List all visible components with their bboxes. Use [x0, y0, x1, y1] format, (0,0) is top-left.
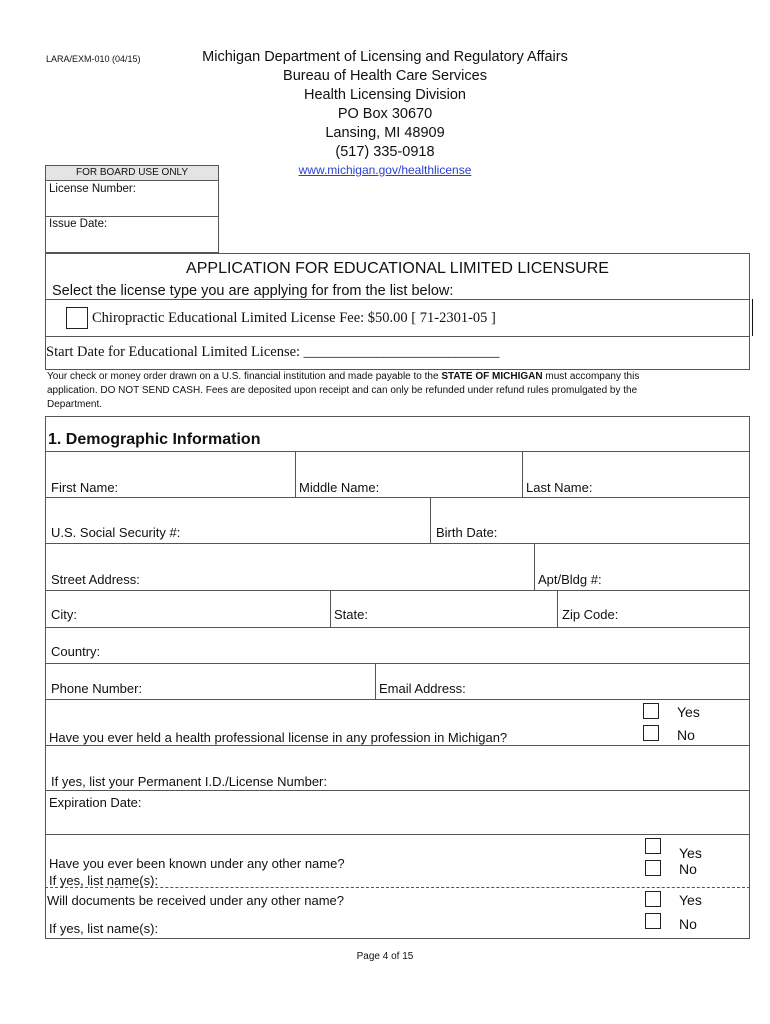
held-license-yes-checkbox[interactable] — [643, 703, 659, 719]
bureau-name: Bureau of Health Care Services — [283, 68, 487, 84]
held-license-no-checkbox[interactable] — [643, 725, 659, 741]
zip-code-field[interactable]: Zip Code: — [562, 607, 619, 622]
last-name-field[interactable]: Last Name: — [526, 480, 593, 495]
payment-note-line3: Department. — [47, 399, 103, 410]
first-name-field[interactable]: First Name: — [51, 480, 119, 495]
apt-bldg-field[interactable]: Apt/Bldg #: — [538, 572, 602, 587]
website-link[interactable]: www.michigan.gov/healthlicense — [298, 163, 472, 177]
documents-other-name-question: Will documents be received under any other name? — [47, 893, 344, 908]
select-instruction: Select the license type you are applying for from the list below: — [52, 283, 454, 299]
phone-number-field[interactable]: Phone Number: — [51, 681, 143, 696]
po-box: PO Box 30670 — [337, 106, 433, 122]
other-name-list-field[interactable]: If yes, list name(s): — [49, 873, 159, 888]
division-name: Health Licensing Division — [304, 87, 466, 103]
held-license-no-label: No — [677, 727, 695, 743]
documents-no-label: No — [679, 916, 697, 932]
other-name-yes-checkbox[interactable] — [645, 838, 661, 854]
chiropractic-license-option: Chiropractic Educational Limited License Fee: $50.00 [ 71-2301-05 ] — [92, 310, 496, 326]
documents-yes-checkbox[interactable] — [645, 891, 661, 907]
email-address-field[interactable]: Email Address: — [379, 681, 466, 696]
other-name-yes-label: Yes — [679, 845, 702, 861]
chiropractic-license-checkbox[interactable] — [66, 307, 88, 329]
agency-phone: (517) 335-0918 — [335, 144, 435, 160]
payment-note-text: Your check or money order drawn on a U.S. financial institution and made payable to the — [47, 371, 442, 382]
payment-payee: STATE OF MICHIGAN — [441, 371, 543, 382]
documents-name-list-field[interactable]: If yes, list name(s): — [49, 921, 159, 936]
license-number-label: License Number: — [49, 183, 136, 195]
form-code: LARA/EXM-010 (04/15) — [46, 54, 141, 64]
permanent-id-field[interactable]: If yes, list your Permanent I.D./License Number: — [51, 774, 327, 789]
other-name-no-label: No — [679, 861, 697, 877]
documents-yes-label: Yes — [679, 892, 702, 908]
form-title: APPLICATION FOR EDUCATIONAL LIMITED LICENSURE — [186, 260, 609, 277]
start-date-field[interactable]: Start Date for Educational Limited License: ___________________________ — [46, 344, 500, 360]
payment-note-line2: application. DO NOT SEND CASH. Fees are deposited upon receipt and can only be refunded under refund rules promulgated by the — [47, 385, 638, 396]
country-field[interactable]: Country: — [51, 644, 101, 659]
issue-date-label: Issue Date: — [49, 218, 108, 230]
street-address-field[interactable]: Street Address: — [51, 572, 140, 587]
agency-name: Michigan Department of Licensing and Regulatory Affairs — [202, 49, 568, 65]
section-1-heading: 1. Demographic Information — [48, 431, 261, 448]
held-license-question: Have you ever held a health professional license in any profession in Michigan? — [49, 730, 508, 745]
page-number: Page 4 of 15 — [356, 951, 414, 962]
expiration-date-field[interactable]: Expiration Date: — [49, 795, 142, 810]
other-name-no-checkbox[interactable] — [645, 860, 661, 876]
city-state-zip: Lansing, MI 48909 — [325, 125, 445, 141]
payment-note-text-end: must accompany this — [542, 371, 640, 382]
board-use-header: FOR BOARD USE ONLY — [46, 166, 218, 181]
city-field[interactable]: City: — [51, 607, 77, 622]
middle-name-field[interactable]: Middle Name: — [299, 480, 380, 495]
agency-address — [160, 48, 610, 162]
state-field[interactable]: State: — [334, 607, 368, 622]
documents-no-checkbox[interactable] — [645, 913, 661, 929]
ssn-field[interactable]: U.S. Social Security #: — [51, 525, 181, 540]
birth-date-field[interactable]: Birth Date: — [436, 525, 498, 540]
payment-note — [47, 370, 752, 412]
held-license-yes-label: Yes — [677, 704, 700, 720]
other-name-question: Have you ever been known under any other name? — [49, 856, 345, 871]
